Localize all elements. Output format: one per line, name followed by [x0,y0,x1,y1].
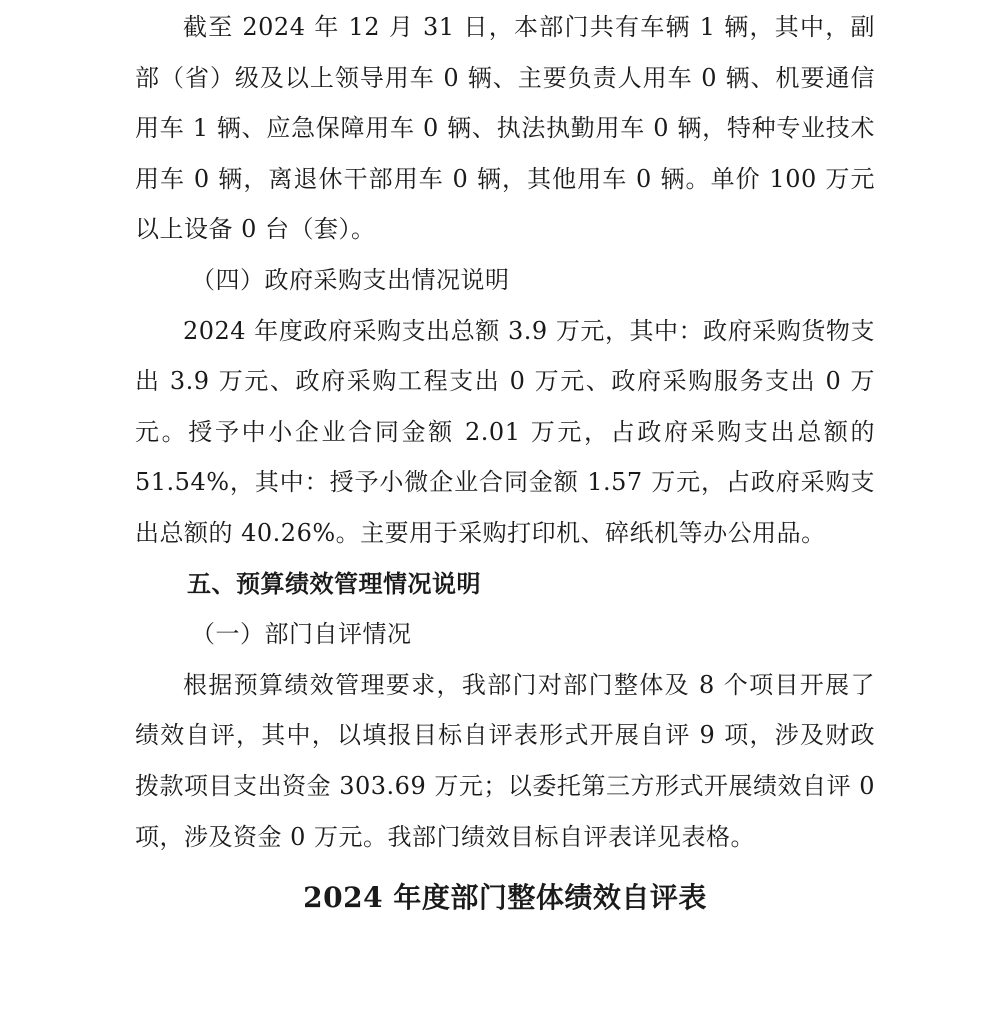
self-evaluation-paragraph: 根据预算绩效管理要求，我部门对部门整体及 8 个项目开展了绩效自评，其中，以填报目标自评表形式开展自评 9 项，涉及财政拨款项目支出资金 303.69 万元；以委托第三方形式开展绩效自评 0 项，涉及资金 0 万元。我部门绩效目标自评表详见表格。 [135,670,875,851]
table-title: 2024 年度部门整体绩效自评表 [303,881,707,915]
procurement-paragraph: 2024 年度政府采购支出总额 3.9 万元，其中：政府采购货物支出 3.9 万元、政府采购工程支出 0 万元、政府采购服务支出 0 万元。授予中小企业合同金额 2.01 万元，占政府采购支出总额的 51.54%，其中：授予小微企业合同金额 1.57 万元，占政府采购支出总额的 40.26%。主要用于采购打印机、碎纸机等办公用品。 [135,316,875,547]
vehicles-paragraph: 截至 2024 年 12 月 31 日，本部门共有车辆 1 辆，其中，副部（省）级及以上领导用车 0 辆、主要负责人用车 0 辆、机要通信用车 1 辆、应急保障用车 0 辆、执法执勤用车 0 辆，特种专业技术用车 0 辆，离退休干部用车 0 辆，其他用车 0 辆。单价 100 万元以上设备 0 台（套）。 [135,13,875,244]
section5-heading: 五、预算绩效管理情况说明 [187,569,481,598]
procurement-subheading: （四）政府采购支出情况说明 [191,265,510,294]
self-evaluation-subheading: （一）部门自评情况 [191,620,412,649]
document-page [135,0,875,926]
